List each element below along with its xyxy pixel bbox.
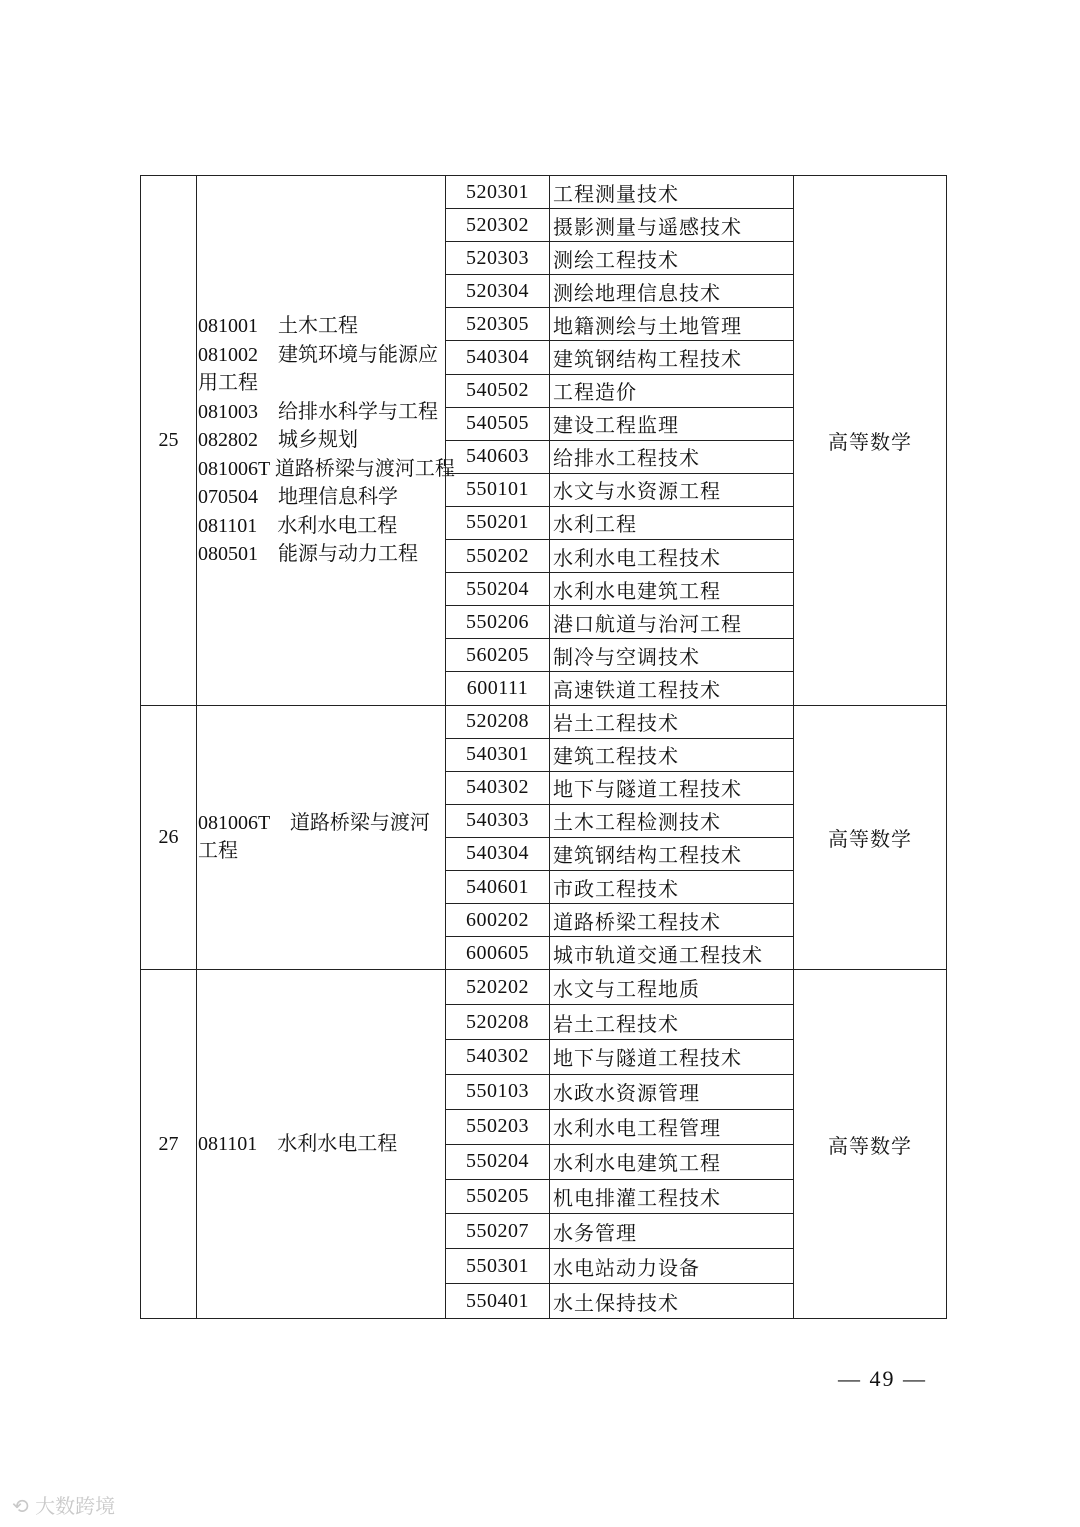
vocational-code: 520305 xyxy=(446,308,550,341)
bachelor-major-line: 用工程 xyxy=(198,372,258,394)
vocational-major-name: 水务管理 xyxy=(550,1214,794,1249)
vocational-code: 600202 xyxy=(446,904,550,937)
exam-subject: 高等数学 xyxy=(794,176,947,706)
vocational-code: 550204 xyxy=(446,573,550,606)
vocational-major-name: 建筑工程技术 xyxy=(550,738,794,771)
vocational-code: 540304 xyxy=(446,837,550,870)
bachelor-major-line: 工程 xyxy=(198,840,238,863)
vocational-code: 520208 xyxy=(446,1005,550,1040)
vocational-major-name: 制冷与空调技术 xyxy=(550,639,794,672)
table-body xyxy=(141,176,947,1319)
vocational-major-name: 岩土工程技术 xyxy=(550,1005,794,1040)
vocational-code: 560205 xyxy=(446,639,550,672)
vocational-major-name: 水政水资源管理 xyxy=(550,1074,794,1109)
vocational-major-name: 给排水工程技术 xyxy=(550,440,794,473)
bachelor-majors-cell xyxy=(197,970,446,1319)
table-row xyxy=(141,970,947,1005)
vocational-major-name: 测绘地理信息技术 xyxy=(550,275,794,308)
vocational-code: 540601 xyxy=(446,870,550,903)
bachelor-major-line: 080501 能源与动力工程 xyxy=(198,543,418,565)
vocational-major-name: 水利水电建筑工程 xyxy=(550,1144,794,1179)
vocational-code: 550204 xyxy=(446,1144,550,1179)
vocational-code: 600111 xyxy=(446,672,550,705)
group-number: 27 xyxy=(141,970,197,1319)
exam-subject: 高等数学 xyxy=(794,970,947,1319)
table-row xyxy=(141,705,947,738)
vocational-code: 540302 xyxy=(446,1040,550,1075)
vocational-major-name: 工程造价 xyxy=(550,374,794,407)
vocational-code: 520202 xyxy=(446,970,550,1005)
vocational-major-name: 城市轨道交通工程技术 xyxy=(550,937,794,970)
vocational-code: 550206 xyxy=(446,606,550,639)
vocational-major-name: 水文与工程地质 xyxy=(550,970,794,1005)
bachelor-major-line: 082802 城乡规划 xyxy=(198,429,358,451)
vocational-code: 540502 xyxy=(446,374,550,407)
group-number: 25 xyxy=(141,176,197,706)
vocational-major-name: 港口航道与治河工程 xyxy=(550,606,794,639)
vocational-major-name: 地籍测绘与土地管理 xyxy=(550,308,794,341)
vocational-major-name: 水电站动力设备 xyxy=(550,1249,794,1284)
vocational-major-name: 岩土工程技术 xyxy=(550,705,794,738)
vocational-major-name: 测绘工程技术 xyxy=(550,242,794,275)
bachelor-major-line: 081003 给排水科学与工程 xyxy=(198,400,438,423)
vocational-code: 540301 xyxy=(446,738,550,771)
exam-subject: 高等数学 xyxy=(794,705,947,970)
vocational-major-name: 道路桥梁工程技术 xyxy=(550,904,794,937)
vocational-code: 550101 xyxy=(446,473,550,506)
vocational-major-name: 工程测量技术 xyxy=(550,176,794,209)
vocational-code: 550301 xyxy=(446,1249,550,1284)
vocational-major-name: 市政工程技术 xyxy=(550,870,794,903)
vocational-code: 540303 xyxy=(446,804,550,837)
vocational-code: 520302 xyxy=(446,209,550,242)
vocational-code: 540304 xyxy=(446,341,550,374)
vocational-major-name: 水利水电工程管理 xyxy=(550,1109,794,1144)
watermark-text: 大数跨境 xyxy=(35,1494,116,1518)
group-number: 26 xyxy=(141,705,197,970)
watermark-logo: ⟲ 大数跨境 xyxy=(12,1494,116,1518)
vocational-code: 520304 xyxy=(446,275,550,308)
vocational-major-name: 建筑钢结构工程技术 xyxy=(550,341,794,374)
table-row xyxy=(141,176,947,209)
vocational-major-name: 水利水电建筑工程 xyxy=(550,573,794,606)
vocational-code: 540302 xyxy=(446,771,550,804)
bachelor-major-line: 081101 水利水电工程 xyxy=(198,514,398,537)
vocational-major-name: 建设工程监理 xyxy=(550,407,794,440)
vocational-code: 550207 xyxy=(446,1214,550,1249)
vocational-code: 520301 xyxy=(446,176,550,209)
vocational-major-name: 摄影测量与遥感技术 xyxy=(550,209,794,242)
bachelor-major-line: 081006T 道路桥梁与渡河 xyxy=(198,811,430,834)
vocational-code: 540505 xyxy=(446,407,550,440)
vocational-major-name: 机电排灌工程技术 xyxy=(550,1179,794,1214)
vocational-code: 600605 xyxy=(446,937,550,970)
vocational-code: 540603 xyxy=(446,440,550,473)
vocational-code: 550202 xyxy=(446,540,550,573)
vocational-major-name: 高速铁道工程技术 xyxy=(550,672,794,705)
bachelor-major-line: 081001 土木工程 xyxy=(198,315,358,337)
vocational-code: 520208 xyxy=(446,705,550,738)
page-number: — 49 — xyxy=(838,1366,927,1391)
vocational-major-name: 地下与隧道工程技术 xyxy=(550,1040,794,1075)
vocational-code: 550203 xyxy=(446,1109,550,1144)
vocational-code: 550201 xyxy=(446,506,550,539)
vocational-code: 550401 xyxy=(446,1284,550,1319)
vocational-code: 550205 xyxy=(446,1179,550,1214)
bachelor-majors-cell xyxy=(197,705,446,970)
vocational-major-name: 水文与水资源工程 xyxy=(550,473,794,506)
vocational-code: 520303 xyxy=(446,242,550,275)
vocational-major-name: 水利工程 xyxy=(550,506,794,539)
bachelor-major-line: 081002 建筑环境与能源应 xyxy=(198,343,438,366)
vocational-major-name: 地下与隧道工程技术 xyxy=(550,771,794,804)
vocational-major-name: 建筑钢结构工程技术 xyxy=(550,837,794,870)
major-mapping-table xyxy=(140,175,947,1319)
bachelor-major-line: 081006T 道路桥梁与渡河工程 xyxy=(198,457,455,480)
bachelor-major-line: 070504 地理信息科学 xyxy=(198,486,398,508)
vocational-major-name: 水利水电工程技术 xyxy=(550,540,794,573)
vocational-code: 550103 xyxy=(446,1074,550,1109)
bachelor-majors-cell xyxy=(197,176,455,706)
bachelor-major-line: 081101 水利水电工程 xyxy=(198,1132,398,1155)
vocational-major-name: 土木工程检测技术 xyxy=(550,804,794,837)
vocational-major-name: 水土保持技术 xyxy=(550,1284,794,1319)
